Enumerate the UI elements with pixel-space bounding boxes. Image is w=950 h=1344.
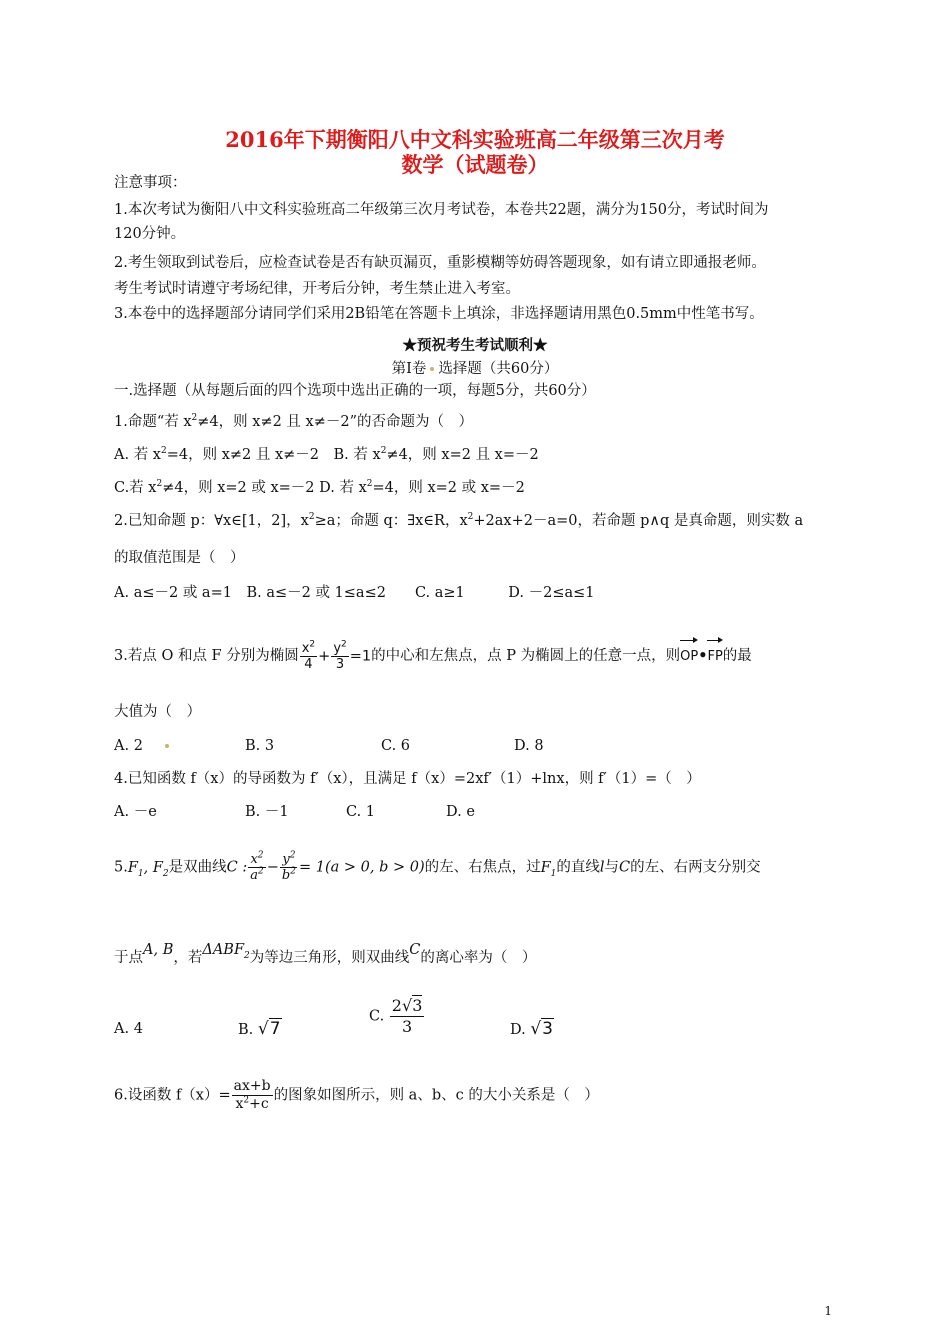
q5-option-b — [238, 1016, 282, 1043]
q5-stem-f: 于点 — [114, 950, 143, 966]
q2-stem-cont: 的取值范围是（ ） — [114, 550, 245, 566]
function-fraction: $\frac{ax+b}{x^2+c}$ — [233, 1078, 271, 1112]
q4-option-d: D. e — [446, 804, 475, 820]
q5-stem-cont — [114, 942, 537, 970]
superscript-2: 2 — [156, 479, 163, 490]
ellipse-b2: 3 — [335, 656, 345, 672]
q5-stem-h: 为等边三角形，则双曲线 — [249, 950, 410, 966]
q4-option-c: C. 1 — [346, 804, 376, 820]
q2-options: A. a≤－2 或 a=1 B. a≤－2 或 1≤a≤2 C. a≥1 D. －2≤a≤1 — [114, 585, 595, 601]
ellipse-a2: 4 — [304, 656, 313, 672]
ellipse-y: y — [333, 640, 342, 656]
q1-options-ab — [114, 446, 539, 464]
notice-1-cont: 120分钟。 — [114, 226, 186, 242]
q5-opt-d-label: D. — [510, 1022, 526, 1038]
notice-3: 3.本卷中的选择题部分请同学们采用2B铅笔在答题卡上填涂，非选择题请用黑色0.5mm中性笔书写。 — [114, 306, 764, 322]
q5-stem-i: 的离心率为（ ） — [420, 950, 537, 966]
q1-options-cd — [114, 479, 525, 497]
q3-stem — [114, 638, 752, 672]
decorative-dot — [430, 367, 434, 371]
page-number: 1 — [824, 1304, 832, 1318]
q3-stem-b: 的中心和左焦点，点 P 为椭圆上的任意一点，则 — [371, 648, 681, 664]
c-label: C — [619, 859, 631, 876]
q1-opt-b-part: ≠4，则 x=2 且 x=－2 — [386, 447, 539, 463]
q1-stem-a: 1.命题“若 x — [114, 414, 192, 430]
q6-stem — [114, 1078, 599, 1113]
sqrt-symbol: √3 — [530, 1019, 553, 1039]
superscript-2: 2 — [160, 446, 167, 457]
q5-stem-a: 是双曲线 — [168, 859, 227, 876]
q3-option-d: D. 8 — [514, 738, 544, 754]
q5-stem-e: 的左、右两支分别交 — [630, 859, 761, 876]
part1-label: 第Ⅰ卷 — [391, 361, 427, 377]
q1-stem — [114, 413, 473, 431]
section1-heading: 一.选择题（从每题后面的四个选项中选出正确的一项，每题5分，共60分） — [114, 383, 596, 399]
q4-option-a: A. －e — [114, 804, 157, 820]
part1-title: 选择题（共60分） — [438, 361, 559, 377]
notice-2-cont: 考生考试时请遵守考场纪律，开考后分钟，考生禁止进入考室。 — [114, 281, 520, 297]
q5-opt-b-label: B. — [238, 1022, 254, 1038]
q2-stem-a: 2.已知命题 p：∀x∈[1，2]，x — [114, 513, 309, 529]
vector-fp: FP — [707, 638, 722, 670]
wish-line: ★预祝考生考试顺利★ — [402, 337, 548, 354]
superscript-2: 2 — [366, 479, 373, 490]
q1-opt-d-part: =4，则 x=2 或 x=－2 — [372, 480, 525, 496]
superscript-2: 2 — [191, 413, 198, 424]
q6-stem-b: 的图象如图所示，则 a、b、c 的大小关系是（ ） — [273, 1087, 599, 1104]
ellipse-equation: $\frac{x^2}{4}$ + $\frac{y^2}{3}$ =1 — [301, 639, 372, 672]
exam-title: 2016年下期衡阳八中文科实验班高二年级第三次月考 — [225, 127, 725, 152]
notice-1: 1.本次考试为衡阳八中文科实验班高二年级第三次月考试卷，本卷共22题，满分为150分，考试时间为 — [114, 202, 769, 218]
ellipse-x: x — [301, 640, 310, 656]
superscript-2: 2 — [467, 512, 474, 523]
q5-stem-g: ，若 — [173, 950, 203, 966]
q3-stem-a: 3.若点 O 和点 F 分别为椭圆 — [114, 648, 299, 664]
line-l-label: l — [599, 859, 605, 876]
q6-stem-a: 6.设函数 f（x）= — [114, 1087, 231, 1104]
q1-opt-a-part2: =4，则 x≠2 且 x≠－2 B. 若 x — [166, 447, 381, 463]
q2-stem-b: ≥a；命题 q：∃x∈R，x — [314, 513, 468, 529]
q5-option-c — [369, 996, 425, 1037]
q5-option-a: A. 4 — [114, 1021, 143, 1037]
triangle-label: $\Delta ABF_2$ — [202, 942, 250, 961]
superscript-2: 2 — [380, 446, 387, 457]
q2-stem-c: +2ax+2－a=0，若命题 p∧q 是真命题，则实数 a — [473, 513, 804, 529]
q5-stem-d: 与 — [604, 859, 620, 876]
q3-stem-c: 的最 — [722, 648, 752, 664]
superscript-2: 2 — [308, 512, 315, 523]
f1-label: $F_1$, $F_2$ — [127, 859, 169, 879]
q3-option-b: B. 3 — [245, 738, 275, 754]
q4-stem: 4.已知函数 f（x）的导函数为 f′（x），且满足 f（x）=2xf′（1）+lnx，则 f′（1）=（ ） — [114, 771, 701, 787]
ab-label: A, B — [143, 942, 174, 958]
notice-2: 2.考生领取到试卷后，应检查试卷是否有缺页漏页，重影模糊等妨碍答题现象，如有请立即通报老师。 — [114, 255, 766, 271]
q5-opt-c-label: C. — [369, 1008, 385, 1025]
q3-opt-a-text: A. 2 — [114, 738, 143, 754]
q4-option-b: B. －1 — [245, 804, 289, 820]
q2-stem — [114, 512, 803, 530]
q5-option-d — [510, 1016, 554, 1043]
decorative-dot — [165, 744, 169, 748]
q5-stem: $5.F_1$, $F_2$是双曲线C : $\frac{x^2}{a^2}$ − $\frac{y^2}{b^2}$ = 1(a > 0, b > 0)的左、右焦点，过$F_1$的直线l与C的左、右两支分别交 — [114, 850, 761, 883]
notice-heading: 注意事项： — [114, 175, 187, 191]
q3-stem-cont: 大值为（ ） — [114, 704, 201, 720]
f1-label: $F_1$ — [540, 859, 557, 879]
q3-option-c: C. 6 — [381, 738, 411, 754]
q1-opt-c-part2: ≠4，则 x=2 或 x=－2 D. 若 x — [162, 480, 367, 496]
ellipse-eq: =1 — [349, 648, 372, 664]
q5-stem-b: 的左、右焦点，过 — [424, 859, 541, 876]
c-label: C — [409, 942, 421, 958]
part1-heading — [0, 357, 950, 378]
sqrt-symbol: √7 — [257, 1019, 281, 1039]
q5-stem-c: 的直线 — [556, 859, 600, 876]
hyperbola-equation: C : $\frac{x^2}{a^2}$ − $\frac{y^2}{b^2}$ = 1(a > 0, b > 0) — [226, 850, 425, 883]
q1-opt-c-part1: C.若 x — [114, 480, 157, 496]
dot-product-symbol: • — [698, 647, 708, 664]
q3-option-a — [114, 737, 173, 755]
fraction-2sqrt3-over-3: $\frac{2√3}{3}$ — [391, 996, 423, 1036]
q1-stem-b: ≠4，则 x≠2 且 x≠－2”的否命题为（ ） — [197, 414, 473, 430]
vector-op: OP — [680, 638, 698, 670]
q1-opt-a-part1: A. 若 x — [114, 447, 161, 463]
exam-subtitle: 数学（试题卷） — [401, 152, 549, 177]
